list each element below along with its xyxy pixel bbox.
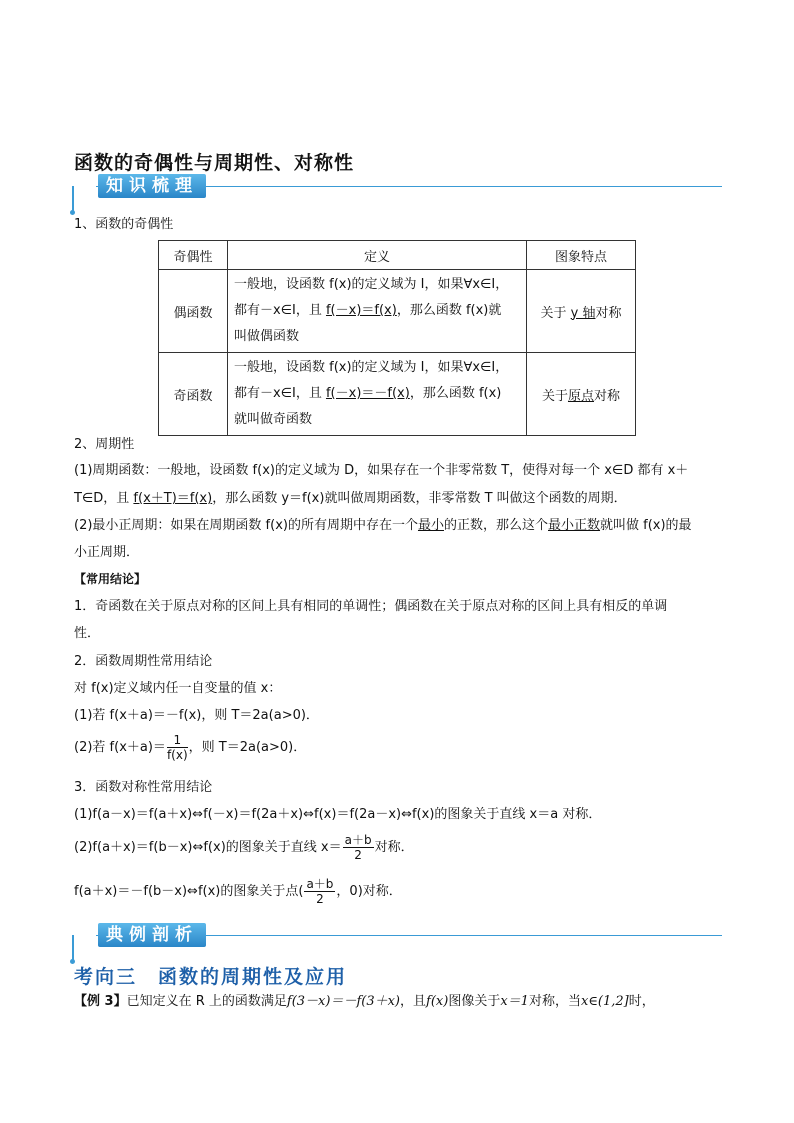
table-cell-name: 偶函数 (159, 270, 228, 353)
min-period-line: 小正周期． (74, 545, 140, 560)
underlined-formula: f(－x)＝f(x) (325, 303, 397, 318)
table-cell-definition (228, 353, 527, 436)
text: 对称． (374, 840, 414, 855)
fraction-denominator: 2 (354, 848, 362, 862)
conclusion-line: (1)f(a－x)＝f(a＋x)⇔f(－x)＝f(2a＋x)⇔f(x)＝f(2a－x)⇔f(x)的图象关于直线 x＝a 对称． (74, 807, 602, 822)
fraction-denominator: 2 (316, 892, 324, 906)
underlined-term: y 轴 (570, 305, 596, 321)
text: ，那么函数 f(x) (409, 386, 502, 401)
banner-label: 典例剖析 (98, 923, 206, 947)
formula: f(x) (426, 994, 449, 1009)
table-row (159, 270, 636, 353)
text: ，那么函数 f(x)就 (396, 303, 502, 318)
text: T∈D，且 (74, 491, 134, 506)
formula: x∈(1,2] (580, 994, 629, 1009)
text: f(a＋x)＝－f(b－x)⇔f(x)的图象关于点( (74, 884, 304, 899)
table-cell-definition (228, 270, 527, 353)
text: (2)最小正周期：如果在周期函数 f(x)的所有周期中存在一个 (74, 518, 418, 533)
conclusion-line: 1．奇函数在关于原点对称的区间上具有相同的单调性；偶函数在关于原点对称的区间上具有相反的单调 (74, 599, 668, 614)
section-heading-periodicity: 2、周期性 (74, 437, 135, 452)
banner-hook (72, 935, 74, 961)
text: 关于 (541, 388, 568, 404)
fraction-numerator: 1 (167, 733, 188, 748)
text: 图像关于 (448, 994, 501, 1009)
conclusion-line: 对 f(x)定义域内任一自变量的值 x： (74, 681, 282, 696)
conclusion-subheading: 2．函数周期性常用结论 (74, 654, 213, 669)
fraction-numerator: a＋b (306, 877, 334, 891)
text: 对称 (594, 388, 621, 404)
example-text (74, 993, 655, 1011)
underlined-formula: f(x＋T)＝f(x) (133, 491, 213, 506)
text: (2)若 f(x＋a)＝ (74, 740, 166, 755)
text: ，则 T＝2a(a>0)． (188, 740, 307, 755)
table-header: 奇偶性 (159, 241, 228, 270)
fraction (304, 877, 335, 906)
underlined-term: 原点 (567, 388, 594, 404)
common-conclusions-heading: 【常用结论】 (74, 572, 147, 586)
text: 的正数，那么这个 (443, 518, 548, 533)
underlined-term: 最小 (417, 518, 444, 533)
table-header: 定义 (228, 241, 527, 270)
formula: f(3－x)＝－f(3＋x) (286, 994, 401, 1009)
page-title: 函数的奇偶性与周期性、对称性 (74, 152, 355, 174)
conclusion-line: (1)若 f(x＋a)＝－f(x)，则 T＝2a(a>0)． (74, 708, 319, 723)
fraction (343, 833, 374, 862)
table-cell-feature (527, 353, 636, 436)
underlined-formula: f(－x)＝－f(x) (325, 386, 410, 401)
definition-line (234, 381, 520, 407)
definition-line: 就叫做奇函数 (234, 412, 313, 427)
table-header-row (159, 241, 636, 270)
example-label: 【例 3】 (74, 994, 127, 1009)
section-banner-knowledge (72, 176, 722, 216)
text: 对称 (595, 305, 622, 321)
formula: x＝1 (500, 994, 529, 1009)
text: 已知定义在 R 上的函数满足 (126, 994, 287, 1009)
text: 都有－x∈I，且 (234, 303, 326, 318)
banner-label: 知识梳理 (98, 174, 206, 198)
conclusion-line (74, 877, 402, 906)
conclusion-subheading: 3．函数对称性常用结论 (74, 780, 213, 795)
conclusion-line: 性． (74, 626, 101, 641)
conclusion-line (74, 833, 414, 862)
fraction-denominator: f(x) (166, 748, 188, 762)
periodic-definition-line (74, 490, 627, 508)
periodic-definition-line: (1)周期函数：一般地，设函数 f(x)的定义域为 D，如果存在一个非零常数 T，使得对每一个 x∈D 都有 x＋ (74, 463, 689, 478)
text: ，那么函数 y＝f(x)就叫做周期函数，非零常数 T 叫做这个函数的周期． (212, 491, 627, 506)
table-cell-feature (527, 270, 636, 353)
fraction-numerator: a＋b (344, 833, 372, 847)
definition-line: 一般地，设函数 f(x)的定义域为 I，如果∀x∈I， (234, 277, 509, 292)
definition-line (234, 298, 520, 324)
section-heading-parity: 1、函数的奇偶性 (74, 217, 174, 232)
section-banner-examples (72, 925, 722, 965)
min-period-line (74, 517, 692, 535)
conclusion-line (74, 733, 306, 762)
underlined-term: 最小正数 (548, 518, 601, 533)
fraction (167, 733, 188, 762)
text: 都有－x∈I，且 (234, 386, 326, 401)
definition-line: 一般地，设函数 f(x)的定义域为 I，如果∀x∈I， (234, 360, 509, 375)
text: (2)f(a＋x)＝f(b－x)⇔f(x)的图象关于直线 x＝ (74, 840, 342, 855)
text: ，0)对称． (336, 884, 402, 899)
text: 对称，当 (528, 994, 581, 1009)
table-cell-name: 奇函数 (159, 353, 228, 436)
definition-line: 叫做偶函数 (234, 329, 300, 344)
table-header: 图象特点 (527, 241, 636, 270)
text: 就叫做 f(x)的最 (600, 518, 692, 533)
topic-heading: 考向三 函数的周期性及应用 (74, 966, 348, 988)
table-row (159, 353, 636, 436)
banner-hook (72, 186, 74, 212)
text: ，且 (400, 994, 427, 1009)
parity-table (158, 240, 636, 436)
text: 关于 (540, 305, 571, 321)
text: 时， (628, 994, 655, 1009)
